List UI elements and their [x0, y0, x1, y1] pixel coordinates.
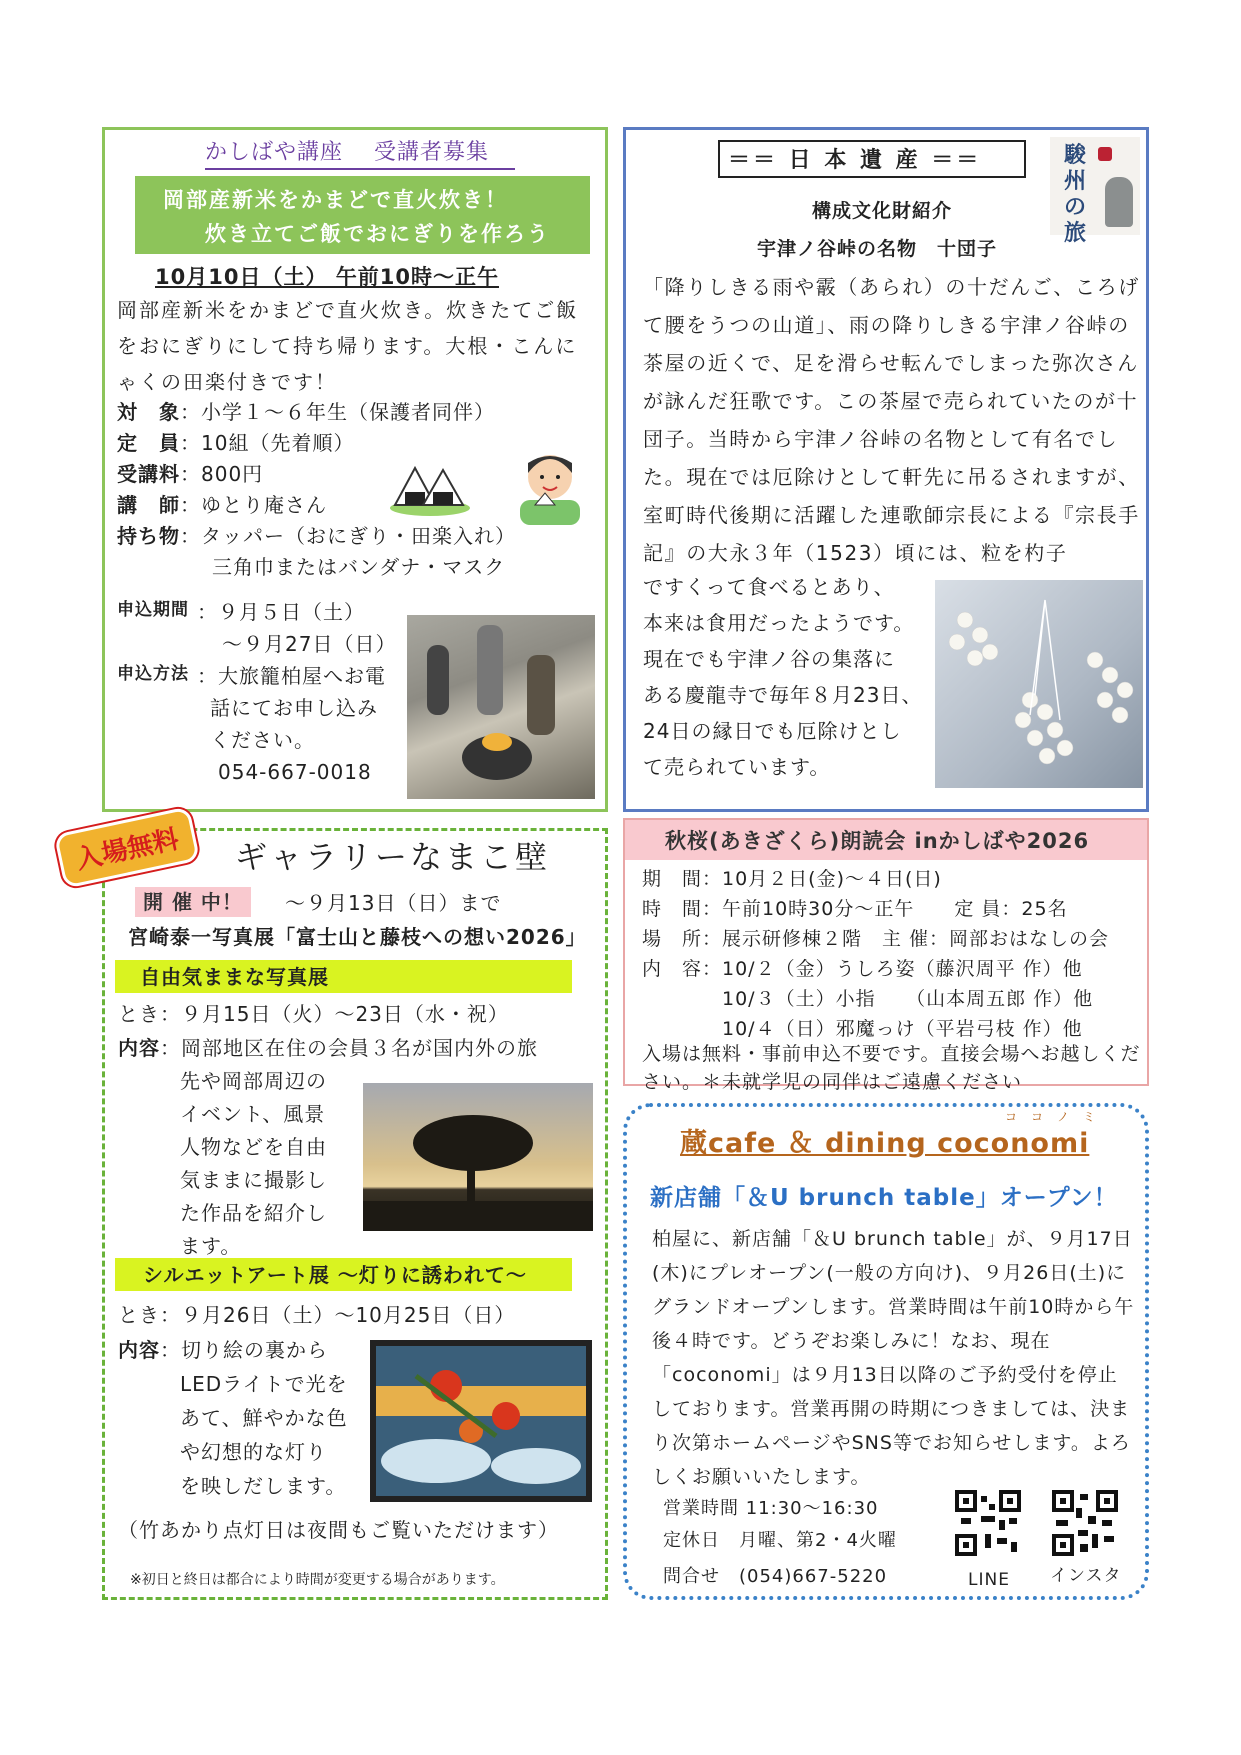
banner-line1: 岡部産新米をかまどで直火炊き！ — [163, 188, 508, 212]
row-capacity: 定 員：10組（先着順） — [117, 431, 355, 455]
reading-title: 秋桜(あきざくら)朗読会 inかしばや2026 — [625, 820, 1147, 860]
ex1-first: ：岡部地区在住の会員３名が国内外の旅 — [160, 1036, 538, 1060]
ex1-line-5: ます。 — [180, 1234, 242, 1258]
lecture-intro: 岡部産新米をかまどで直火炊き。炊きたてご飯をおにぎりにして持ち帰ります。大根・こんにゃくの田楽付きです！ — [117, 298, 579, 394]
open-badge: 開 催 中！ — [135, 887, 251, 917]
ex1-line-3: 気ままに撮影し — [180, 1168, 327, 1192]
ex2-note: （竹あかり点灯日は夜間もご覧いただけます） — [118, 1518, 559, 1542]
reading-row-2: 場 所：展示研修棟２階 主 催：岡部おはなしの会 — [642, 928, 1110, 950]
heritage-subtitle2: 宇津ノ谷峠の名物 十団子 — [757, 238, 998, 260]
cafe-subtitle: 新店舗「＆U brunch table」オープン！ — [650, 1185, 1118, 1211]
heritage-tail-1: 本来は食用だったようです。 — [643, 611, 915, 635]
cafe-contact: 問合せ (054)667-5220 — [663, 1566, 888, 1587]
free-admission-badge: 入場無料 — [54, 806, 200, 888]
items-line2: 三角巾またはバンダナ・マスク — [212, 555, 506, 579]
onigiri-illustration — [385, 460, 475, 520]
cooking-photo — [407, 615, 595, 799]
method-3: ください。 — [210, 728, 315, 752]
banner-line2: 炊き立てご飯でおにぎりを作ろう — [205, 222, 550, 246]
heritage-title: ＝＝ 日 本 遺 産 ＝＝ — [718, 140, 1026, 178]
heritage-body: 「降りしきる雨や霰（あられ）の十だんご、ころげて腰をうつの山道」、雨の降りしきる宇津ノ谷峠の茶屋の近くで、足を滑らせ転んでしまった弥次さんが詠んだ狂歌です。この茶屋で売られていたのが十団子。当時から宇津ノ谷峠の名物として有名でした。現在では厄除けとして軒先に吊るされますが、室町時代後期に活躍した連歌師宗長による『宗長手記』の大永３年（1523）頃には、粒を杓子 — [643, 275, 1140, 565]
ex2-line-0: LEDライトで光を — [180, 1372, 348, 1396]
gallery-until: ～９月13日（日）まで — [285, 891, 502, 915]
ex1-title: 自由気ままな写真展 — [115, 960, 572, 993]
lecture-phone: 054-667-0018 — [218, 760, 372, 784]
lecture-date: 10月10日（土） 午前10時～正午 — [155, 265, 499, 289]
tree-silhouette-photo — [363, 1083, 593, 1231]
heading-underline — [205, 168, 515, 170]
reading-row-3: 内 容：10/２（金）うしろ姿（藤沢周平 作）他 — [642, 958, 1083, 980]
heritage-tail-5: て売られています。 — [643, 755, 831, 779]
ex2-line-3: を映しだします。 — [180, 1474, 347, 1498]
ex2-label: 内容 — [118, 1338, 160, 1362]
heritage-tail-3: ある慶龍寺で毎年８月23日、 — [643, 683, 923, 707]
line-qr-label: LINE — [968, 1570, 1010, 1590]
ex2-title: シルエットアート展 ～灯りに誘われて～ — [115, 1258, 572, 1291]
gallery-title: ギャラリーなまこ壁 — [235, 838, 551, 876]
reading-row-0: 期 間：10月２日(金)～４日(日) — [642, 868, 942, 890]
row-target: 対 象：小学１～６年生（保護者同伴） — [117, 400, 495, 424]
ex1-label: 内容 — [118, 1036, 160, 1060]
heritage-subtitle1: 構成文化財紹介 — [812, 200, 953, 222]
cafe-closed: 定休日 月曜、第2・4火曜 — [663, 1530, 897, 1551]
reading-note: 入場は無料・事前申込不要です。直接会場へお越しください。＊未就学児の同伴はご遠慮ください — [642, 1043, 1141, 1093]
ex1-line-0: 先や岡部周辺の — [180, 1069, 327, 1093]
suruga-logo — [1050, 137, 1140, 246]
heritage-tail-0: ですくって食べるとあり、 — [643, 575, 895, 599]
method-1: ：大旅籠柏屋へお電 — [197, 664, 386, 688]
period-label: 申込期間 — [117, 600, 189, 620]
method-label: 申込方法 — [117, 664, 189, 684]
row-items: 持ち物：タッパー（おにぎり・田楽入れ） — [117, 524, 516, 548]
tojudango-photo — [935, 580, 1143, 788]
lecture-banner — [135, 176, 590, 254]
ex2-when: とき：９月26日（土）～10月25日（日） — [118, 1303, 516, 1327]
reading-row-4: 10/３（土）小指 （山本周五郎 作）他 — [642, 988, 1094, 1010]
reading-row-5: 10/４（日）邪魔っけ（平岩弓枝 作）他 — [642, 1018, 1083, 1040]
heritage-tail-4: 24日の縁日でも厄除けとし — [643, 719, 902, 743]
boy-eating-illustration — [515, 445, 585, 525]
reading-row-1: 時 間：午前10時30分～正午 定 員：25名 — [642, 898, 1068, 920]
ex2-line-1: あて、鮮やかな色 — [180, 1406, 348, 1430]
ex1-when: とき：９月15日（火）～23日（水・祝） — [118, 1002, 509, 1026]
instagram-qr-label: インスタ — [1050, 1566, 1122, 1586]
ex1-line-4: た作品を紹介し — [180, 1201, 327, 1225]
cafe-title: 蔵cafe ＆ dining coconomi — [680, 1128, 1090, 1159]
period-2: ～９月27日（日） — [222, 632, 397, 656]
gallery-exhibit: 宮崎泰一写真展「富士山と藤枝への想い2026」 — [128, 925, 587, 949]
ex1-line-2: 人物などを自由 — [180, 1135, 327, 1159]
gallery-footnote: ※初日と終日は都合により時間が変更する場合があります。 — [130, 1572, 505, 1588]
instagram-qr-code[interactable] — [1052, 1490, 1118, 1556]
row-teacher: 講 師：ゆとり庵さん — [117, 493, 327, 517]
cafe-body: 柏屋に、新店舗「＆U brunch table」が、９月17日(木)にプレオープン(一般の方向け)、９月26日(土)にグランドオープンします。営業時間は午前10時から午後４時です。どうぞお楽しみに！なお、現在「coconomi」は９月13日以降のご予約受付を停止しております。営業再開の時期につきましては、決まり次第ホームページやSNS等でお知らせします。よろしくお願いいたします。 — [652, 1228, 1135, 1488]
cutout-art-photo — [370, 1340, 592, 1502]
ex2-first: ：切り絵の裏から — [160, 1338, 328, 1362]
cafe-ruby: ココノミ — [1005, 1110, 1110, 1124]
cafe-hours: 営業時間 11:30～16:30 — [663, 1498, 879, 1519]
method-2: 話にてお申し込み — [210, 696, 378, 720]
ex1-line-1: イベント、風景 — [180, 1102, 326, 1126]
row-fee: 受講料：800円 — [117, 462, 264, 486]
heritage-tail-2: 現在でも宇津ノ谷の集落に — [643, 647, 895, 671]
period-1: ：９月５日（土） — [197, 600, 365, 624]
logo-text: 駿州の旅 — [1064, 143, 1087, 246]
line-qr-code[interactable] — [955, 1490, 1021, 1556]
lecture-heading: かしばや講座 受講者募集 — [205, 140, 489, 165]
ex2-line-2: や幻想的な灯り — [180, 1440, 327, 1464]
